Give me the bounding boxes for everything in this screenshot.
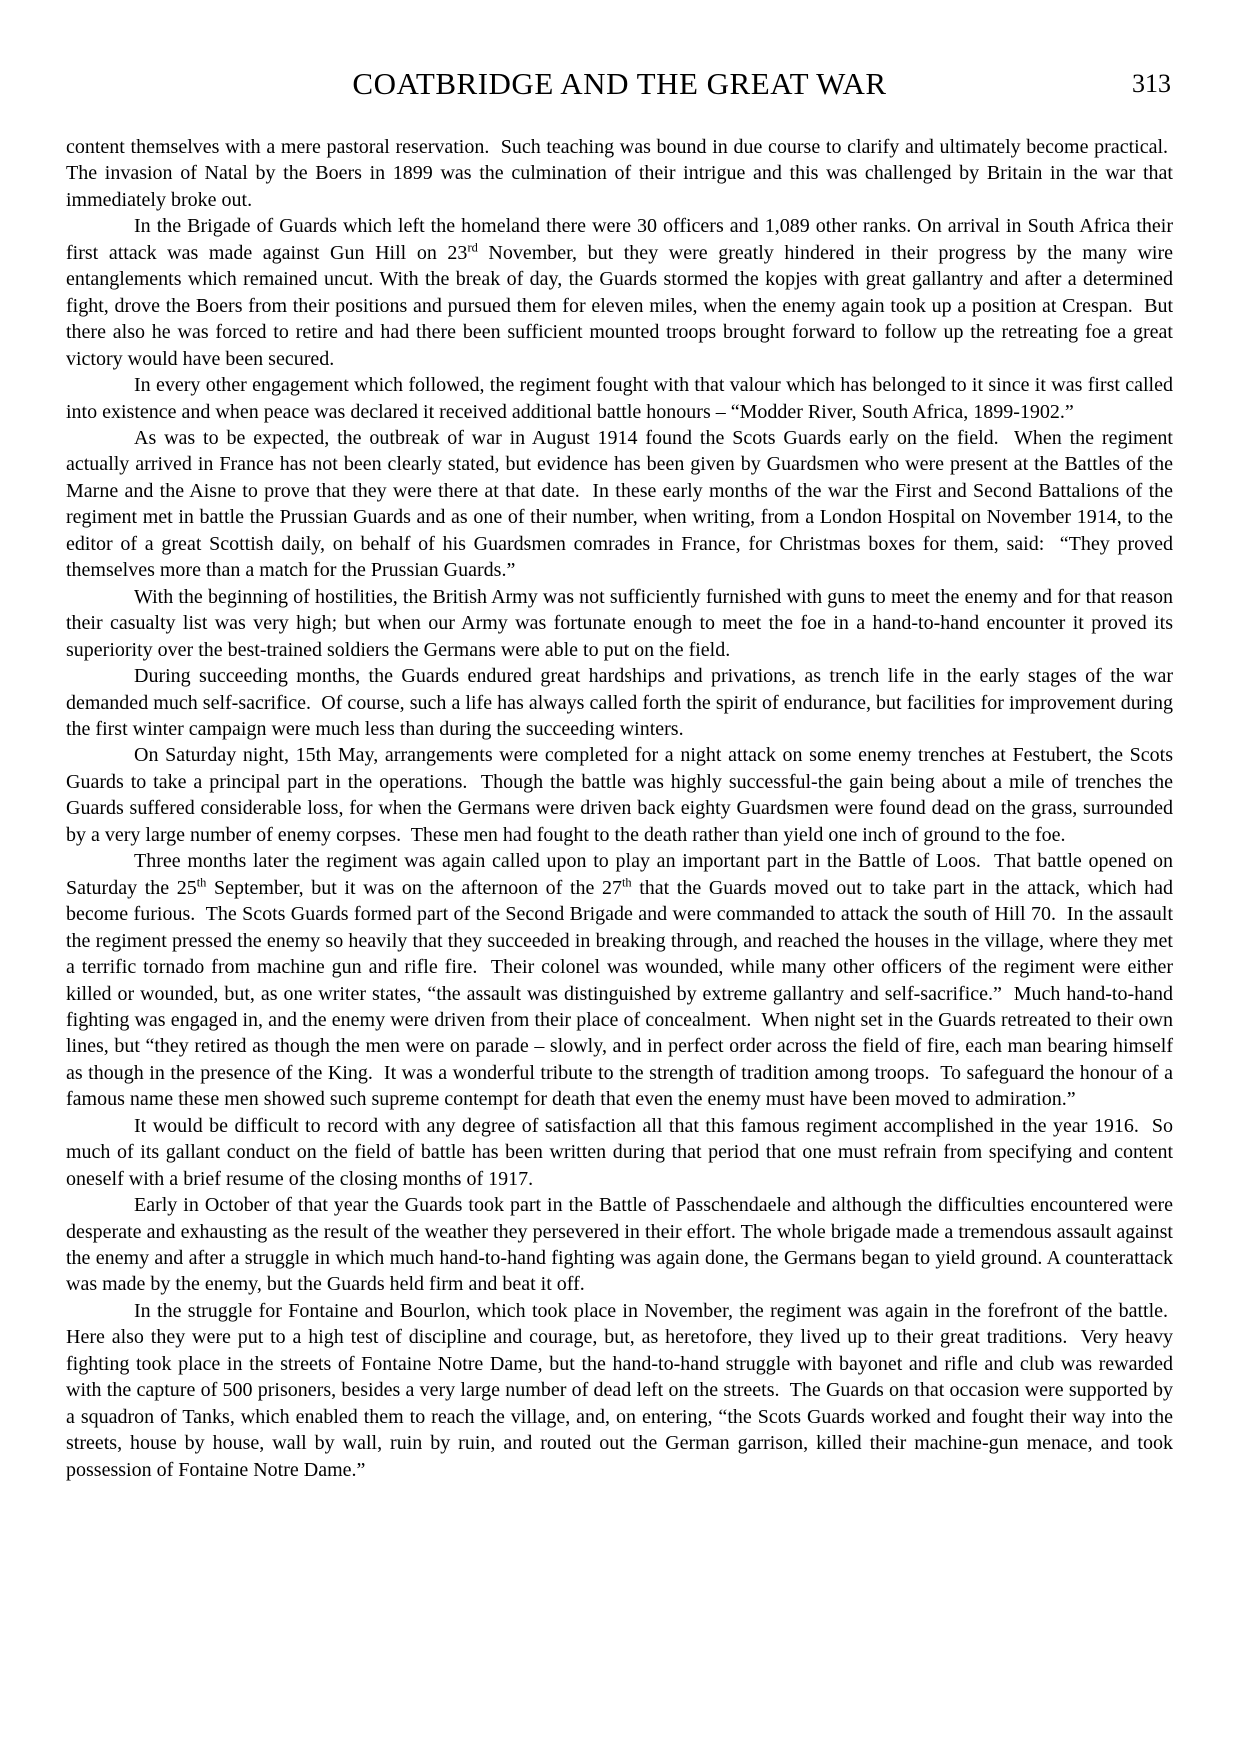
paragraph: As was to be expected, the outbreak of war in August 1914 found the Scots Guards early on the field. When the regiment actually arrived in France has not been clearly stated, but evidence has been given by Guardsmen who were present at the Battles of the Marne and the Aisne to prove that they were there at that date. In these early months of the war the First and Second Battalions of the regiment met in battle the Prussian Guards and as one of their number, when writing, from a London Hospital on November 1914, to the editor of a great Scottish daily, on behalf of his Guardsmen comrades in France, for Christmas boxes for them, said: “They proved themselves more than a match for the Prussian Guards.” xyxy=(66,426,1173,582)
paragraph: It would be difficult to record with any degree of satisfaction all that this famous regiment accomplished in the year 1916. So much of its gallant conduct on the field of battle has been written during that period that one must refrain from specifying and content oneself with a brief resume of the closing months of 1917. xyxy=(66,1114,1173,1190)
paragraph: Early in October of that year the Guards took part in the Battle of Passchendaele and although the difficulties encountered were desperate and exhausting as the result of the weather they persevered in their effort. The whole brigade made a tremendous assault against the enemy and after a struggle in which much hand-to-hand fighting was again done, the Germans began to yield ground. A counterattack was made by the enemy, but the Guards held firm and beat it off. xyxy=(66,1194,1173,1296)
page-title: COATBRIDGE AND THE GREAT WAR xyxy=(352,66,887,101)
paragraph: During succeeding months, the Guards endured great hardships and privations, as trench life in the early stages of the war demanded much self-sacrifice. Of course, such a life has always called forth the spirit of endurance, but facilities for improvement during the first winter campaign were much less than during the succeeding winters. xyxy=(66,665,1173,740)
paragraph: In the struggle for Fontaine and Bourlon, which took place in November, the regiment was again in the forefront of the battle. Here also they were put to a high test of discipline and courage, but, as heretofore, they lived up to their great traditions. Very heavy fighting took place in the streets of Fontaine Notre Dame, but the hand-to-hand struggle with bayonet and rifle and club was rewarded with the capture of 500 prisoners, besides a very large number of dead left on the streets. The Guards on that occasion were supported by a squadron of Tanks, which enabled them to reach the village, and, on entering, “the Scots Guards worked and fought their way into the streets, house by house, wall by wall, ruin by ruin, and routed out the German garrison, killed their machine-gun menace, and took possession of Fontaine Notre Dame.” xyxy=(66,1299,1173,1481)
page-number: 313 xyxy=(1132,69,1171,98)
paragraph: In every other engagement which followed, the regiment fought with that valour which has belonged to it since it was first called into existence and when peace was declared it received additional battle honours – “Modder River, South Africa, 1899-1902.” xyxy=(66,374,1173,423)
paragraph: On Saturday night, 15th May, arrangements were completed for a night attack on some enemy trenches at Festubert, the Scots Guards to take a principal part in the operations. Though the battle was highly successful-the gain being about a mile of trenches the Guards suffered considerable loss, for when the Germans were driven back eighty Guardsmen were found dead on the grass, surrounded by a very large number of enemy corpses. These men had fought to the death rather than yield one inch of ground to the foe. xyxy=(66,744,1173,846)
ordinal-superscript: rd xyxy=(467,240,478,255)
paragraph: With the beginning of hostilities, the British Army was not sufficiently furnished with guns to meet the enemy and for that reason their casualty list was very high; but when our Army was fortunate enough to meet the foe in a hand-to-hand encounter it proved its superiority over the best-trained soldiers the Germans were able to put on the field. xyxy=(66,585,1173,661)
ordinal-superscript: th xyxy=(196,875,207,890)
paragraph: Three months later the regiment was again called upon to play an important part in the Battle of Loos. That battle opened on Saturday the 25th September, but it was on the afternoon of the 27th that the Guards moved out to take part in the attack, which had become furious. The Scots Guards formed part of the Second Brigade and were commanded to attack the south of Hill 70. In the assault the regiment pressed the enemy so heavily that they succeeded in breaking through, and reached the houses in the village, where they met a terrific tornado from machine gun and rifle fire. Their colonel was wounded, while many other officers of the regiment were either killed or wounded, but, as one writer states, “the assault was distinguished by extreme gallantry and self-sacrifice.” Much hand-to-hand fighting was engaged in, and the enemy were driven from their place of concealment. When night set in the Guards retreated to their own lines, but “they retired as though the men were on parade – slowly, and in perfect order across the field of fire, each man bearing himself as though in the presence of the King. It was a wonderful tribute to the strength of tradition among troops. To safeguard the honour of a famous name these men showed such supreme contempt for death that even the enemy must have been moved to admiration.” xyxy=(66,850,1173,1111)
running-header xyxy=(66,64,1173,104)
paragraph: content themselves with a mere pastoral reservation. Such teaching was bound in due course to clarify and ultimately become practical. The invasion of Natal by the Boers in 1899 was the culmination of their intrigue and this was challenged by Britain in the war that immediately broke out. xyxy=(66,136,1173,211)
paragraph: In the Brigade of Guards which left the homeland there were 30 officers and 1,089 other ranks. On arrival in South Africa their first attack was made against Gun Hill on 23rd November, but they were greatly hindered in their progress by the many wire entanglements which remained uncut. With the break of day, the Guards stormed the kopjes with great gallantry and after a determined fight, drove the Boers from their positions and pursued them for eleven miles, when the enemy again took up a position at Crespan. But there also he was forced to retire and had there been sufficient mounted troops brought forward to follow up the retreating foe a great victory would have been secured. xyxy=(66,215,1173,370)
body-text xyxy=(66,134,1173,1483)
ordinal-superscript: th xyxy=(621,875,632,890)
